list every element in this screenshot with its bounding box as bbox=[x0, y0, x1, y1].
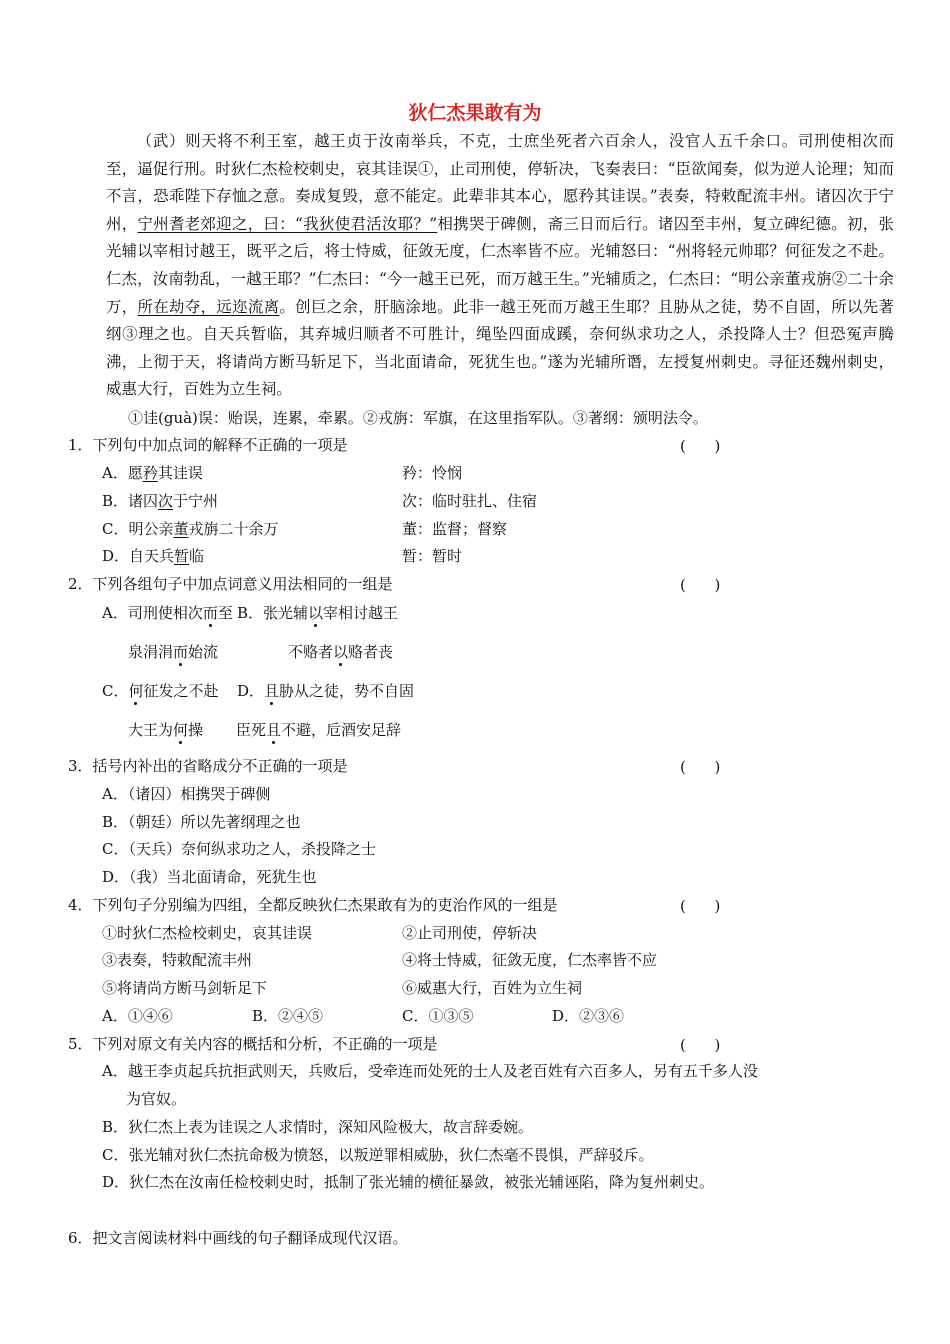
q2-c2-key: 何 bbox=[173, 721, 189, 739]
q4-option-b: B．②④⑤ bbox=[252, 1007, 324, 1025]
q1-option-b-def: 次：临时驻扎、住宿 bbox=[402, 492, 538, 510]
q1-option-b: B．诸囚次于宁州 bbox=[102, 492, 219, 510]
q4-item-6: ⑥威惠大行，百姓为立生祠 bbox=[402, 979, 583, 997]
q1-option-d: D．自天兵暂临 bbox=[102, 547, 205, 565]
q4-item-4: ④将士恃威，征敛无度，仁杰率皆不应 bbox=[402, 951, 658, 969]
page-title: 狄仁杰果敢有为 bbox=[408, 102, 542, 124]
q3-option-b: B．（朝廷）所以先著纲理之也 bbox=[102, 813, 301, 831]
answer-blank-5: ( ) bbox=[680, 1036, 721, 1054]
passage-text-2: 相携哭于碑侧，斋三日而后行。诸囚至丰州，复立碑纪德。初，张光辅以宰相讨越王，既平之后，将士恃威，征敛无度，仁杰率皆不应。光辅怒曰：“州将轻元帅耶？何征发之不赴。仁杰，汝南勃乱，一越王耶？”仁杰曰：“今一越王已死，而万越王生。”光辅质之，仁杰曰：“明公亲董戎旃②二十余万， bbox=[106, 214, 895, 316]
q2-option-d-line2: 臣死且不避，卮酒安足辞 bbox=[236, 721, 402, 739]
question-4-stem: 4．下列句子分别编为四组，全都反映狄仁杰果敢有为的吏治作风的一组是 bbox=[68, 896, 558, 914]
q2-option-a-line2: 泉涓涓而始流 bbox=[128, 643, 219, 661]
q2-option-c-line1: C．何征发之不赴 bbox=[102, 682, 219, 700]
footnotes: ①诖(guà)误：贻误，连累，牵累。②戎旃：军旗，在这里指军队。③著纲：颁明法令。 bbox=[128, 409, 708, 427]
q4-item-1: ①时狄仁杰检校刺史，哀其诖误 bbox=[102, 924, 313, 942]
q1-option-c-def: 董：监督；督察 bbox=[402, 520, 508, 538]
q2-option-b-line1: B．张光辅以宰相讨越王 bbox=[237, 604, 399, 622]
q1-option-c: C．明公亲董戎旃二十余万 bbox=[102, 520, 279, 538]
q1-option-a: A．愿矜其诖误 bbox=[102, 464, 203, 482]
answer-blank-4: ( ) bbox=[680, 897, 721, 915]
q2-option-a-line1: A．司刑使相次而至 bbox=[102, 604, 233, 622]
q1-option-d-def: 暂：暂时 bbox=[402, 547, 463, 565]
q5-option-d: D．狄仁杰在汝南任检校刺史时，抵制了张光辅的横征暴敛，被张光辅诬陷，降为复州刺史。 bbox=[102, 1173, 715, 1191]
q5-option-b: B．狄仁杰上表为诖误之人求情时，深知风险极大，故言辞委婉。 bbox=[102, 1118, 534, 1136]
q1-option-a-def: 矜：怜悯 bbox=[402, 464, 463, 482]
passage-text-3: 。创巨之余，肝脑涂地。此非一越王死而万越王生耶？且胁从之徒，势不自固，所以先著纲③理之也。自天兵暂临，其弃城归顺者不可胜计，绳坠四面成蹊，奈何纵求功之人，杀投降人士？但恐冤声腾沸，上彻于天，将请尚方断马斩足下，当北面请命，死犹生也。”遂为光辅所谮，左授复州刺史。寻征还魏州刺史，威惠大行，百姓为立生祠。 bbox=[106, 297, 894, 399]
passage bbox=[106, 128, 894, 404]
q4-item-5: ⑤将请尚方断马剑斩足下 bbox=[102, 979, 268, 997]
question-2-stem: 2．下列各组句子中加点词意义用法相同的一组是 bbox=[68, 575, 393, 593]
q2-b2-key: 以 bbox=[333, 643, 349, 661]
question-3-stem: 3．括号内补出的省略成分不正确的一项是 bbox=[68, 757, 348, 775]
passage-text-1: （武）则天将不利王室，越王贞于汝南举兵，不克，士庶坐死者六百余人，没官人五千余口。司刑使相次而至，逼促行刑。时狄仁杰检校刺史，哀其诖误①，止司刑使，停斩决，飞奏表曰：“臣欲闻奏，似为逆人论理；知而不言，恐乖陛下存恤之意。奏成复毁，意不能定。此辈非其本心，愿矜其诖误。”表奏，特敕配流丰州。诸囚次于宁州， bbox=[106, 132, 894, 233]
underlined-sentence-1: 宁州耆老郊迎之，曰：“我狄使君活汝耶？” bbox=[137, 214, 438, 233]
q2-a1-key: 而 bbox=[202, 604, 218, 622]
q1-d-key: 暂 bbox=[174, 547, 190, 565]
question-6-stem: 6．把文言阅读材料中画线的句子翻译成现代汉语。 bbox=[68, 1229, 408, 1247]
q4-item-3: ③表奏，特敕配流丰州 bbox=[102, 951, 253, 969]
q5-option-c: C．张光辅对狄仁杰抗命极为愤怒，以叛逆罪相威胁，狄仁杰毫不畏惧，严辞驳斥。 bbox=[102, 1146, 654, 1164]
q2-d2-key: 且 bbox=[266, 721, 282, 739]
q4-item-2: ②止司刑使，停斩决 bbox=[402, 924, 538, 942]
q2-option-d-line1: D．且胁从之徒，势不自固 bbox=[237, 682, 415, 700]
q3-option-c: C．（天兵）奈何纵求功之人，杀投降之士 bbox=[102, 840, 376, 858]
q4-option-a: A．①④⑥ bbox=[102, 1007, 173, 1025]
q2-d1-key: 且 bbox=[264, 682, 280, 700]
question-5-stem: 5．下列对原文有关内容的概括和分析，不正确的一项是 bbox=[68, 1035, 438, 1053]
q2-option-b-line2: 不赂者以赂者丧 bbox=[288, 643, 394, 661]
answer-blank-1: ( ) bbox=[680, 437, 721, 455]
q4-option-c: C．①③⑤ bbox=[402, 1007, 474, 1025]
answer-blank-3: ( ) bbox=[680, 758, 721, 776]
q2-a2-key: 而 bbox=[173, 643, 189, 661]
q1-a-key: 矜 bbox=[142, 464, 158, 482]
question-1-stem: 1．下列句中加点词的解释不正确的一项是 bbox=[68, 436, 348, 454]
q3-option-a: A．（诸囚）相携哭于碑侧 bbox=[102, 785, 271, 803]
answer-blank-2: ( ) bbox=[680, 576, 721, 594]
q3-option-d: D．（我）当北面请命，死犹生也 bbox=[102, 868, 317, 886]
q1-c-key: 董 bbox=[173, 520, 189, 538]
q1-b-key: 次 bbox=[158, 492, 174, 510]
q2-option-c-line2: 大王为何操 bbox=[128, 721, 204, 739]
underlined-sentence-2: 所在劫夺，远迩流离 bbox=[137, 297, 280, 316]
q4-option-d: D．②③⑥ bbox=[552, 1007, 625, 1025]
q2-b1-key: 以 bbox=[308, 604, 324, 622]
q2-c1-key: 何 bbox=[128, 682, 144, 700]
q5-option-a: A．越王李贞起兵抗拒武则天，兵败后，受牵连而处死的士人及老百姓有六百多人，另有五千多人没为官奴。 bbox=[102, 1062, 758, 1108]
